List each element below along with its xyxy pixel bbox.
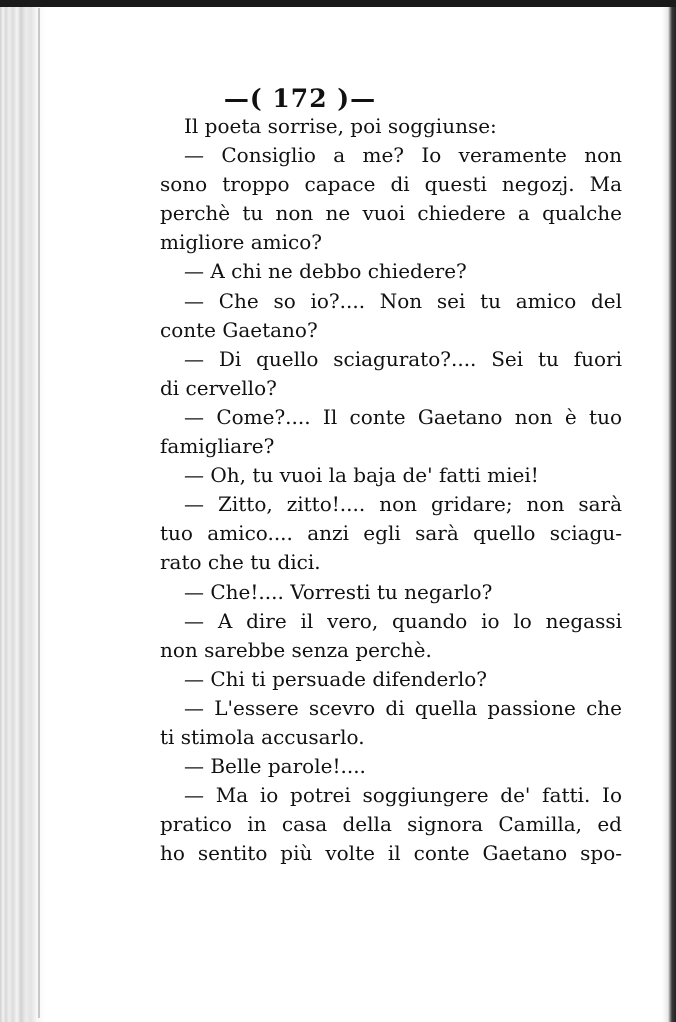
text-line: — Consiglio a me? Io veramente non: [184, 143, 622, 168]
text-line: — Come?.... Il conte Gaetano non è tuo: [184, 404, 622, 429]
text-line: — A chi ne debbo chiedere?: [184, 259, 467, 284]
text-line: — L'essere scevro di quella passione che: [184, 695, 622, 720]
text-line: ti stimola accusarlo.: [160, 724, 365, 749]
text-line: pratico in casa della signora Camilla, ed: [160, 812, 622, 837]
top-border: [0, 0, 676, 7]
text-line: — Ma io potrei soggiungere de' fatti. Io: [184, 783, 622, 808]
text-line: perchè tu non ne vuoi chiedere a qualche: [160, 201, 622, 226]
text-line: famigliare?: [160, 434, 275, 459]
text-line: — Belle parole!....: [184, 754, 366, 779]
text-line: non sarebbe senza perchè.: [160, 637, 432, 662]
text-line: migliore amico?: [160, 230, 323, 255]
page-right-edge: [662, 7, 676, 1022]
text-line: — Chi ti persuade difenderlo?: [184, 666, 488, 691]
text-line: sono troppo capace di questi negozj. Ma: [160, 172, 622, 197]
text-line: — Oh, tu vuoi la baja de' fatti miei!: [184, 463, 539, 488]
body-text: [160, 112, 622, 868]
text-line: — Che so io?.... Non sei tu amico del: [184, 288, 622, 313]
text-line: conte Gaetano?: [160, 317, 318, 342]
text-line: — A dire il vero, quando io lo negassi: [184, 608, 622, 633]
text-line: Il poeta sorrise, poi soggiunse:: [184, 114, 497, 138]
binding-shadow-line: [38, 8, 40, 1018]
page-number-header: —( 172 )—: [223, 84, 377, 113]
text-line: tuo amico.... anzi egli sarà quello sciagu-: [160, 521, 622, 546]
text-line: di cervello?: [160, 375, 277, 400]
text-line: ho sentito più volte il conte Gaetano spo-: [160, 841, 622, 866]
text-line: — Zitto, zitto!.... non gridare; non sarà: [184, 492, 622, 517]
text-line: — Che!.... Vorresti tu negarlo?: [184, 579, 493, 604]
text-line: rato che tu dici.: [160, 550, 321, 575]
text-line: — Di quello sciagurato?.... Sei tu fuori: [184, 346, 622, 371]
